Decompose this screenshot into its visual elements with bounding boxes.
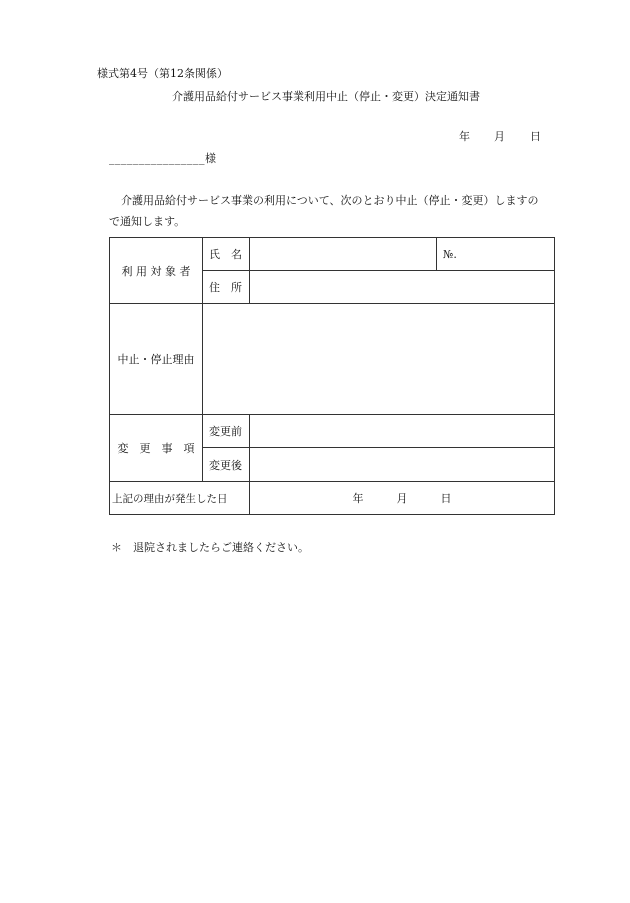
notification-table [109,237,555,515]
addressee-line: ________________様 [109,152,217,165]
recipient-label: 利 用 対 象 者 [110,238,203,304]
address-label: 住 所 [203,271,250,304]
form-number: 様式第4号（第12条関係） [97,67,228,80]
occurrence-row [110,482,555,515]
body-text-line-1: 介護用品給付サービス事業の利用について、次のとおり中止（停止・変更）しますの [121,194,539,207]
reason-label: 中止・停止理由 [110,304,203,415]
number-field[interactable]: №. [437,238,555,271]
document-title: 介護用品給付サービス事業利用中止（停止・変更）決定通知書 [172,90,480,103]
name-field[interactable] [250,238,437,271]
before-label: 変更前 [203,415,250,448]
after-label: 変更後 [203,448,250,482]
after-field[interactable] [250,448,555,482]
name-row [110,238,555,271]
address-field[interactable] [250,271,555,304]
date-year-label: 年 [459,130,470,143]
change-label: 変 更 事 項 [110,415,203,482]
occurrence-label: 上記の理由が発生した日 [110,482,250,515]
occurrence-date-field[interactable]: 年 月 日 [250,482,555,515]
reason-field[interactable] [203,304,555,415]
body-text-line-2: で通知します。 [109,215,186,228]
name-label: 氏 名 [203,238,250,271]
reason-row [110,304,555,415]
note-text: ＊ 退院されましたらご連絡ください。 [111,541,309,554]
before-row [110,415,555,448]
date-day-label: 日 [530,130,541,143]
before-field[interactable] [250,415,555,448]
date-month-label: 月 [494,130,505,143]
